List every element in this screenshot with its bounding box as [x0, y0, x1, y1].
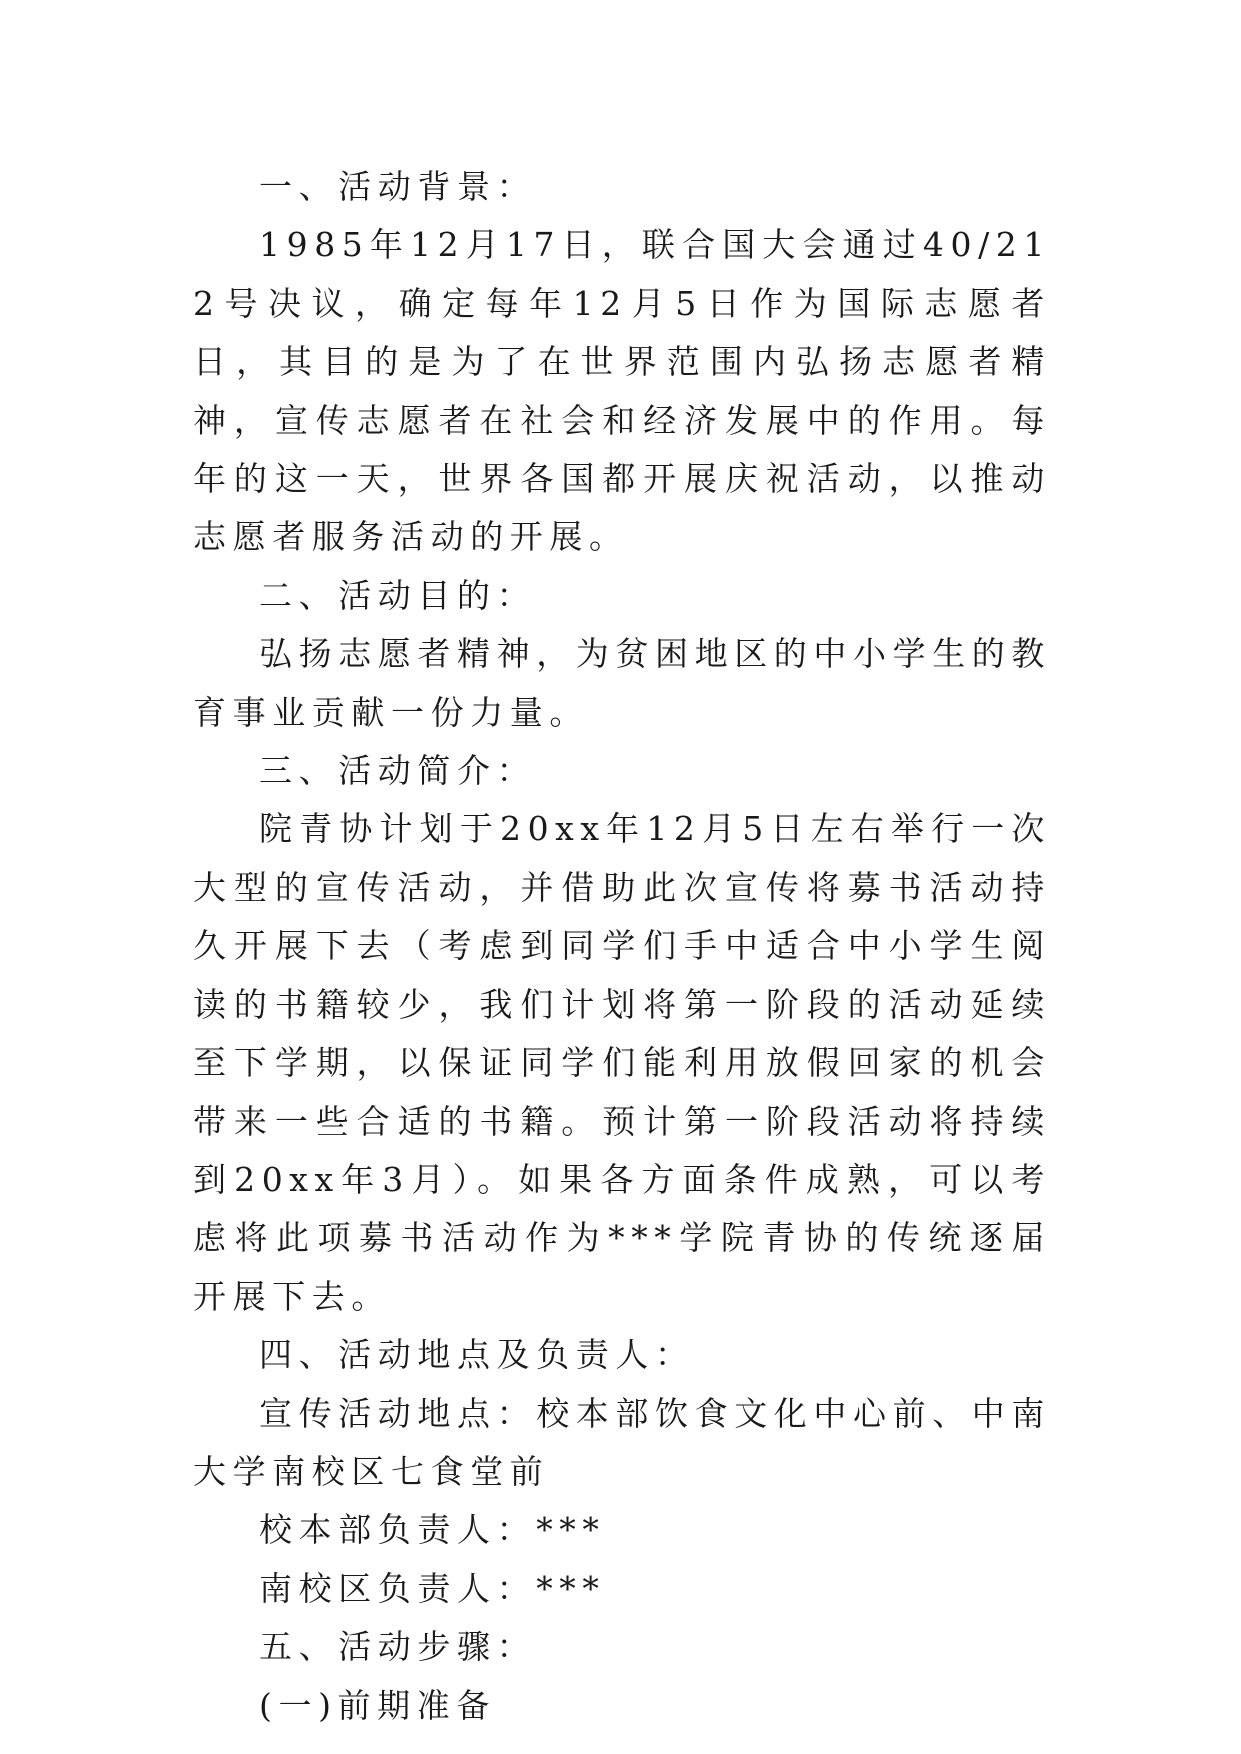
- paragraph-purpose: 弘扬志愿者精神，为贫困地区的中小学生的教育事业贡献一份力量。: [193, 634, 1051, 732]
- section-heading-location: 四、活动地点及负责人：: [259, 1335, 695, 1375]
- document-body: [193, 158, 1051, 1735]
- subsection-heading-preparation: (一)前期准备: [259, 1685, 496, 1725]
- paragraph-background: 1985年12月17日，联合国大会通过40/212号决议，确定每年12月5日作为国际志愿者日，其目的是为了在世界范围内弘扬志愿者精神，宣传志愿者在社会和经济发展中的作用。每年的这一天，世界各国都开展庆祝活动，以推动志愿者服务活动的开展。: [193, 225, 1051, 557]
- paragraph-main-campus-lead: 校本部负责人：***: [259, 1510, 606, 1550]
- section-heading-introduction: 三、活动简介：: [259, 751, 537, 791]
- section-heading-background: 一、活动背景：: [259, 167, 537, 206]
- paragraph-location: 宣传活动地点：校本部饮食文化中心前、中南大学南校区七食堂前: [193, 1393, 1051, 1491]
- section-heading-steps: 五、活动步骤：: [259, 1627, 537, 1667]
- paragraph-introduction: 院青协计划于20xx年12月5日左右举行一次大型的宣传活动，并借助此次宣传将募书活动持久开展下去（考虑到同学们手中适合中小学生阅读的书籍较少，我们计划将第一阶段的活动延续至下学期，以保证同学们能利用放假回家的机会带来一些合适的书籍。预计第一阶段活动将持续到20xx年3月）。如果各方面条件成熟，可以考虑将此项募书活动作为***学院青协的传统逐届开展下去。: [193, 809, 1051, 1316]
- paragraph-south-campus-lead: 南校区负责人：***: [259, 1568, 606, 1608]
- section-heading-purpose: 二、活动目的：: [259, 575, 537, 615]
